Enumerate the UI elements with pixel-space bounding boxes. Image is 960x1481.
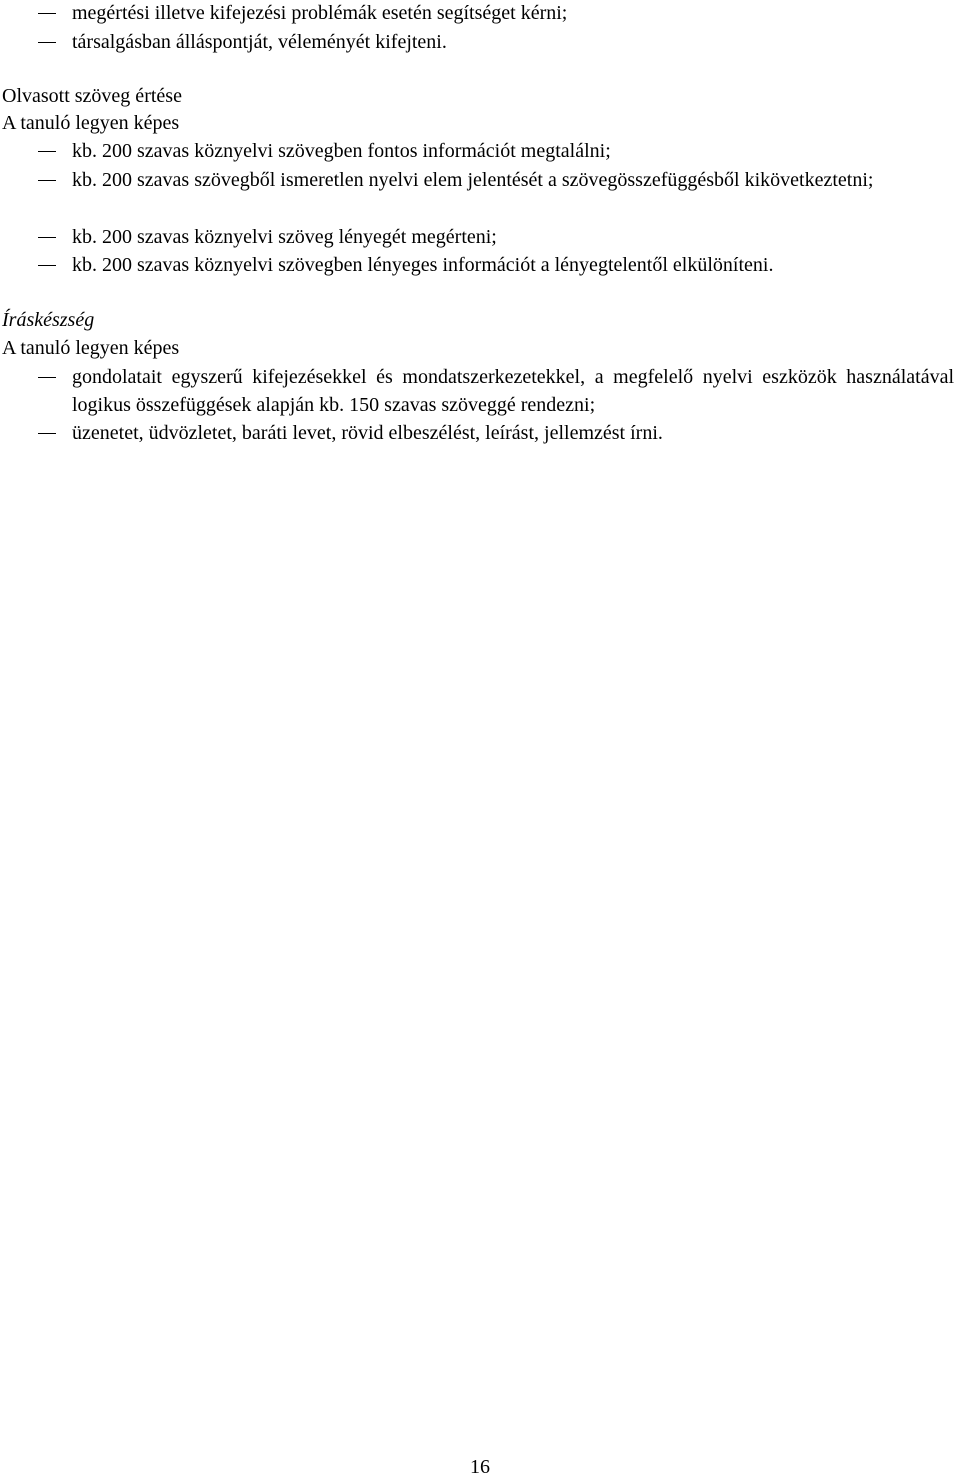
section-intro-writing: A tanuló legyen képes bbox=[2, 337, 180, 359]
list-dash bbox=[38, 237, 56, 238]
list-dash bbox=[38, 265, 56, 266]
list-item: kb. 200 szavas köznyelvi szövegben fontos információt megtalálni; bbox=[72, 140, 611, 162]
section-heading-writing: Íráskészség bbox=[2, 309, 95, 331]
list-item: kb. 200 szavas szövegből ismeretlen nyelvi elem jelentését a szövegösszefüggésből kikövetkeztetni; bbox=[72, 169, 874, 191]
list-item: kb. 200 szavas köznyelvi szöveg lényegét megérteni; bbox=[72, 226, 497, 248]
section-heading-reading: Olvasott szöveg értése bbox=[2, 85, 182, 107]
list-item: társalgásban álláspontját, véleményét kifejteni. bbox=[72, 31, 447, 53]
page-number: 16 bbox=[470, 1456, 490, 1478]
list-dash bbox=[38, 433, 56, 434]
list-item: kb. 200 szavas köznyelvi szövegben lényeges információt a lényegtelentől elkülöníteni. bbox=[72, 254, 774, 276]
list-item: gondolatait egyszerű kifejezésekkel és mondatszerkezetekkel, a megfelelő nyelvi eszközök használatával logikus összefüggések alapján kb. 150 szavas szöveggé rendezni; bbox=[72, 366, 954, 416]
list-item: megértési illetve kifejezési problémák esetén segítséget kérni; bbox=[72, 2, 568, 24]
list-item: üzenetet, üdvözletet, baráti levet, rövid elbeszélést, leírást, jellemzést írni. bbox=[72, 422, 663, 444]
list-dash bbox=[38, 42, 56, 43]
list-dash bbox=[38, 13, 56, 14]
list-dash bbox=[38, 151, 56, 152]
list-dash bbox=[38, 180, 56, 181]
section-intro-reading: A tanuló legyen képes bbox=[2, 112, 180, 134]
list-dash bbox=[38, 377, 56, 378]
